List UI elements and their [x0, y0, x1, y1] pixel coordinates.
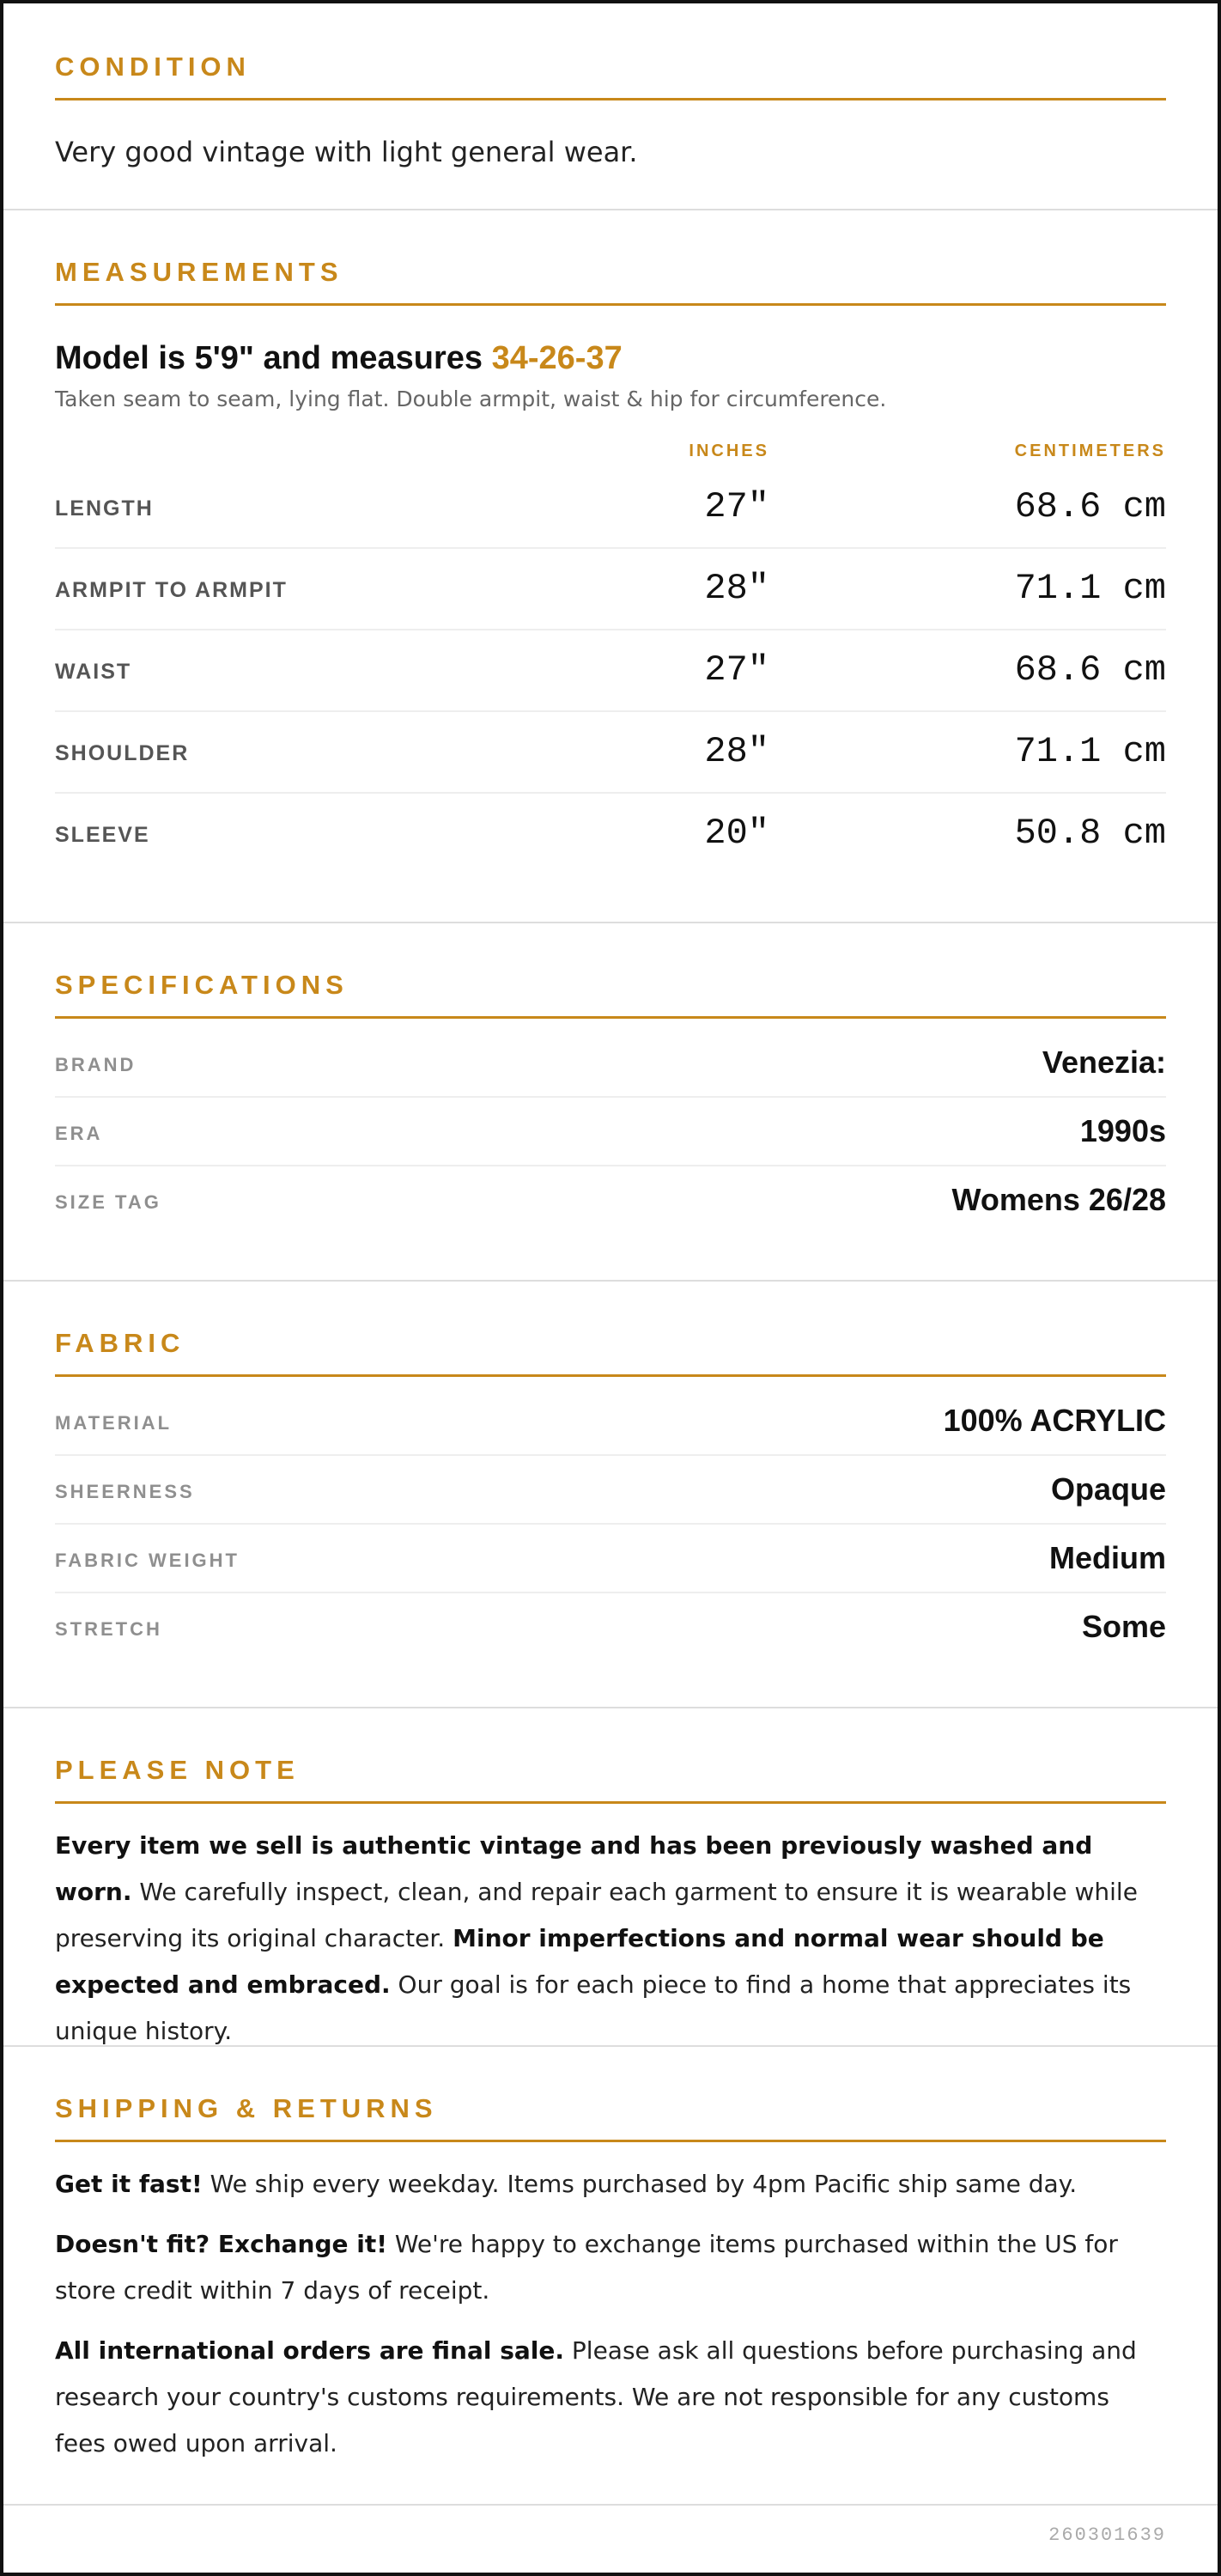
please-note-heading: PLEASE NOTE [55, 1755, 300, 1785]
measurement-table [55, 467, 1166, 875]
centimeters-column-header: CENTIMETERS [1014, 442, 1166, 460]
spec-row [55, 1166, 1166, 1235]
fabric-value: Medium [1048, 1540, 1166, 1575]
fabric-value: Some [1081, 1609, 1166, 1644]
please-note-rule [55, 1801, 1166, 1804]
shipping-section [3, 2047, 1218, 2506]
measurement-row [55, 467, 1166, 549]
model-figures: 34-26-37 [491, 340, 623, 376]
shipping-heading: SHIPPING & RETURNS [55, 2093, 438, 2123]
measurement-label: LENGTH [55, 496, 154, 521]
condition-heading: CONDITION [55, 52, 251, 82]
fabric-key: STRETCH [55, 1618, 162, 1640]
shipping-bold-2: Doesn't fit? Exchange it! [55, 2230, 387, 2258]
fabric-section [3, 1282, 1218, 1708]
shipping-paragraph-2 [55, 2221, 1166, 2314]
fabric-row [55, 1456, 1166, 1525]
please-note-bold-1: Every item we sell is authentic vintage and has been previously washed and worn. [55, 1831, 1093, 1906]
measurement-inches: 20" [704, 813, 769, 854]
shipping-text-2: We're happy to exchange items purchased within the US for store credit within 7 days of receipt. [55, 2230, 1118, 2305]
please-note-text-2: Our goal is for each piece to find a home that appreciates its unique history. [55, 1970, 1132, 2045]
fabric-key: SHEERNESS [55, 1481, 195, 1502]
fabric-value: Opaque [1050, 1471, 1166, 1507]
specifications-section [3, 923, 1218, 1282]
shipping-text-1: We ship every weekday. Items purchased by 4pm Pacific ship same day. [202, 2170, 1078, 2198]
condition-text: Very good vintage with light general wear. [55, 136, 638, 168]
measurement-cm: 71.1 cm [1014, 568, 1166, 609]
measurement-label: SLEEVE [55, 823, 150, 847]
condition-section [3, 3, 1218, 210]
please-note-text-1: We carefully inspect, clean, and repair each garment to ensure it is wearable while preserving its original character. [55, 1878, 1138, 1952]
measurement-row [55, 794, 1166, 875]
measurement-row [55, 630, 1166, 712]
shipping-paragraph-3 [55, 2328, 1166, 2467]
spec-value: Venezia: [1042, 1044, 1166, 1080]
spec-row [55, 1098, 1166, 1166]
specifications-rule [55, 1016, 1166, 1019]
fabric-heading: FABRIC [55, 1328, 185, 1358]
specifications-heading: SPECIFICATIONS [55, 970, 349, 1000]
measurement-inches: 28" [704, 568, 769, 609]
specifications-list [55, 1029, 1166, 1235]
product-id: 260301639 [1048, 2524, 1166, 2546]
fabric-key: MATERIAL [55, 1412, 173, 1434]
measurement-note: Taken seam to seam, lying flat. Double armpit, waist & hip for circumference. [55, 387, 887, 411]
measurement-cm: 68.6 cm [1014, 649, 1166, 691]
shipping-paragraph-1 [55, 2161, 1166, 2208]
fabric-list [55, 1387, 1166, 1662]
measurements-section [3, 210, 1218, 923]
measurements-heading: MEASUREMENTS [55, 257, 343, 287]
fabric-row [55, 1387, 1166, 1456]
measurements-rule [55, 303, 1166, 306]
measurement-column-headers [55, 429, 1166, 467]
condition-rule [55, 98, 1166, 100]
measurement-row [55, 549, 1166, 630]
spec-value: Womens 26/28 [951, 1182, 1166, 1217]
measurement-label: WAIST [55, 660, 132, 684]
fabric-key: FABRIC WEIGHT [55, 1550, 240, 1571]
model-measurements [55, 338, 1166, 378]
shipping-bold-1: Get it fast! [55, 2170, 203, 2198]
spec-row [55, 1029, 1166, 1098]
inches-column-header: INCHES [689, 442, 769, 460]
measurement-cm: 50.8 cm [1014, 813, 1166, 854]
please-note-text [55, 1823, 1166, 2055]
spec-value: 1990s [1079, 1113, 1166, 1148]
shipping-text-3: Please ask all questions before purchasing and research your country's customs requirements. We are not responsible for any customs fees owed upon arrival. [55, 2336, 1137, 2457]
please-note-section [3, 1708, 1218, 2047]
measurement-label: SHOULDER [55, 741, 190, 765]
fabric-value: 100% ACRYLIC [943, 1403, 1166, 1438]
fabric-row [55, 1525, 1166, 1593]
shipping-rule [55, 2140, 1166, 2142]
spec-key: ERA [55, 1123, 103, 1144]
please-note-bold-2: Minor imperfections and normal wear should be expected and embraced. [55, 1924, 1104, 1999]
shipping-bold-3: All international orders are final sale. [55, 2336, 565, 2365]
measurement-cm: 71.1 cm [1014, 731, 1166, 772]
measurement-row [55, 712, 1166, 794]
measurement-inches: 27" [704, 486, 769, 527]
measurement-cm: 68.6 cm [1014, 486, 1166, 527]
spec-key: SIZE TAG [55, 1191, 161, 1213]
measurement-inches: 28" [704, 731, 769, 772]
measurement-label: ARMPIT TO ARMPIT [55, 578, 288, 602]
measurement-inches: 27" [704, 649, 769, 691]
footer [3, 2506, 1218, 2546]
fabric-row [55, 1593, 1166, 1662]
fabric-rule [55, 1374, 1166, 1377]
spec-key: BRAND [55, 1054, 137, 1075]
model-prefix: Model is 5'9" and measures [55, 340, 492, 376]
